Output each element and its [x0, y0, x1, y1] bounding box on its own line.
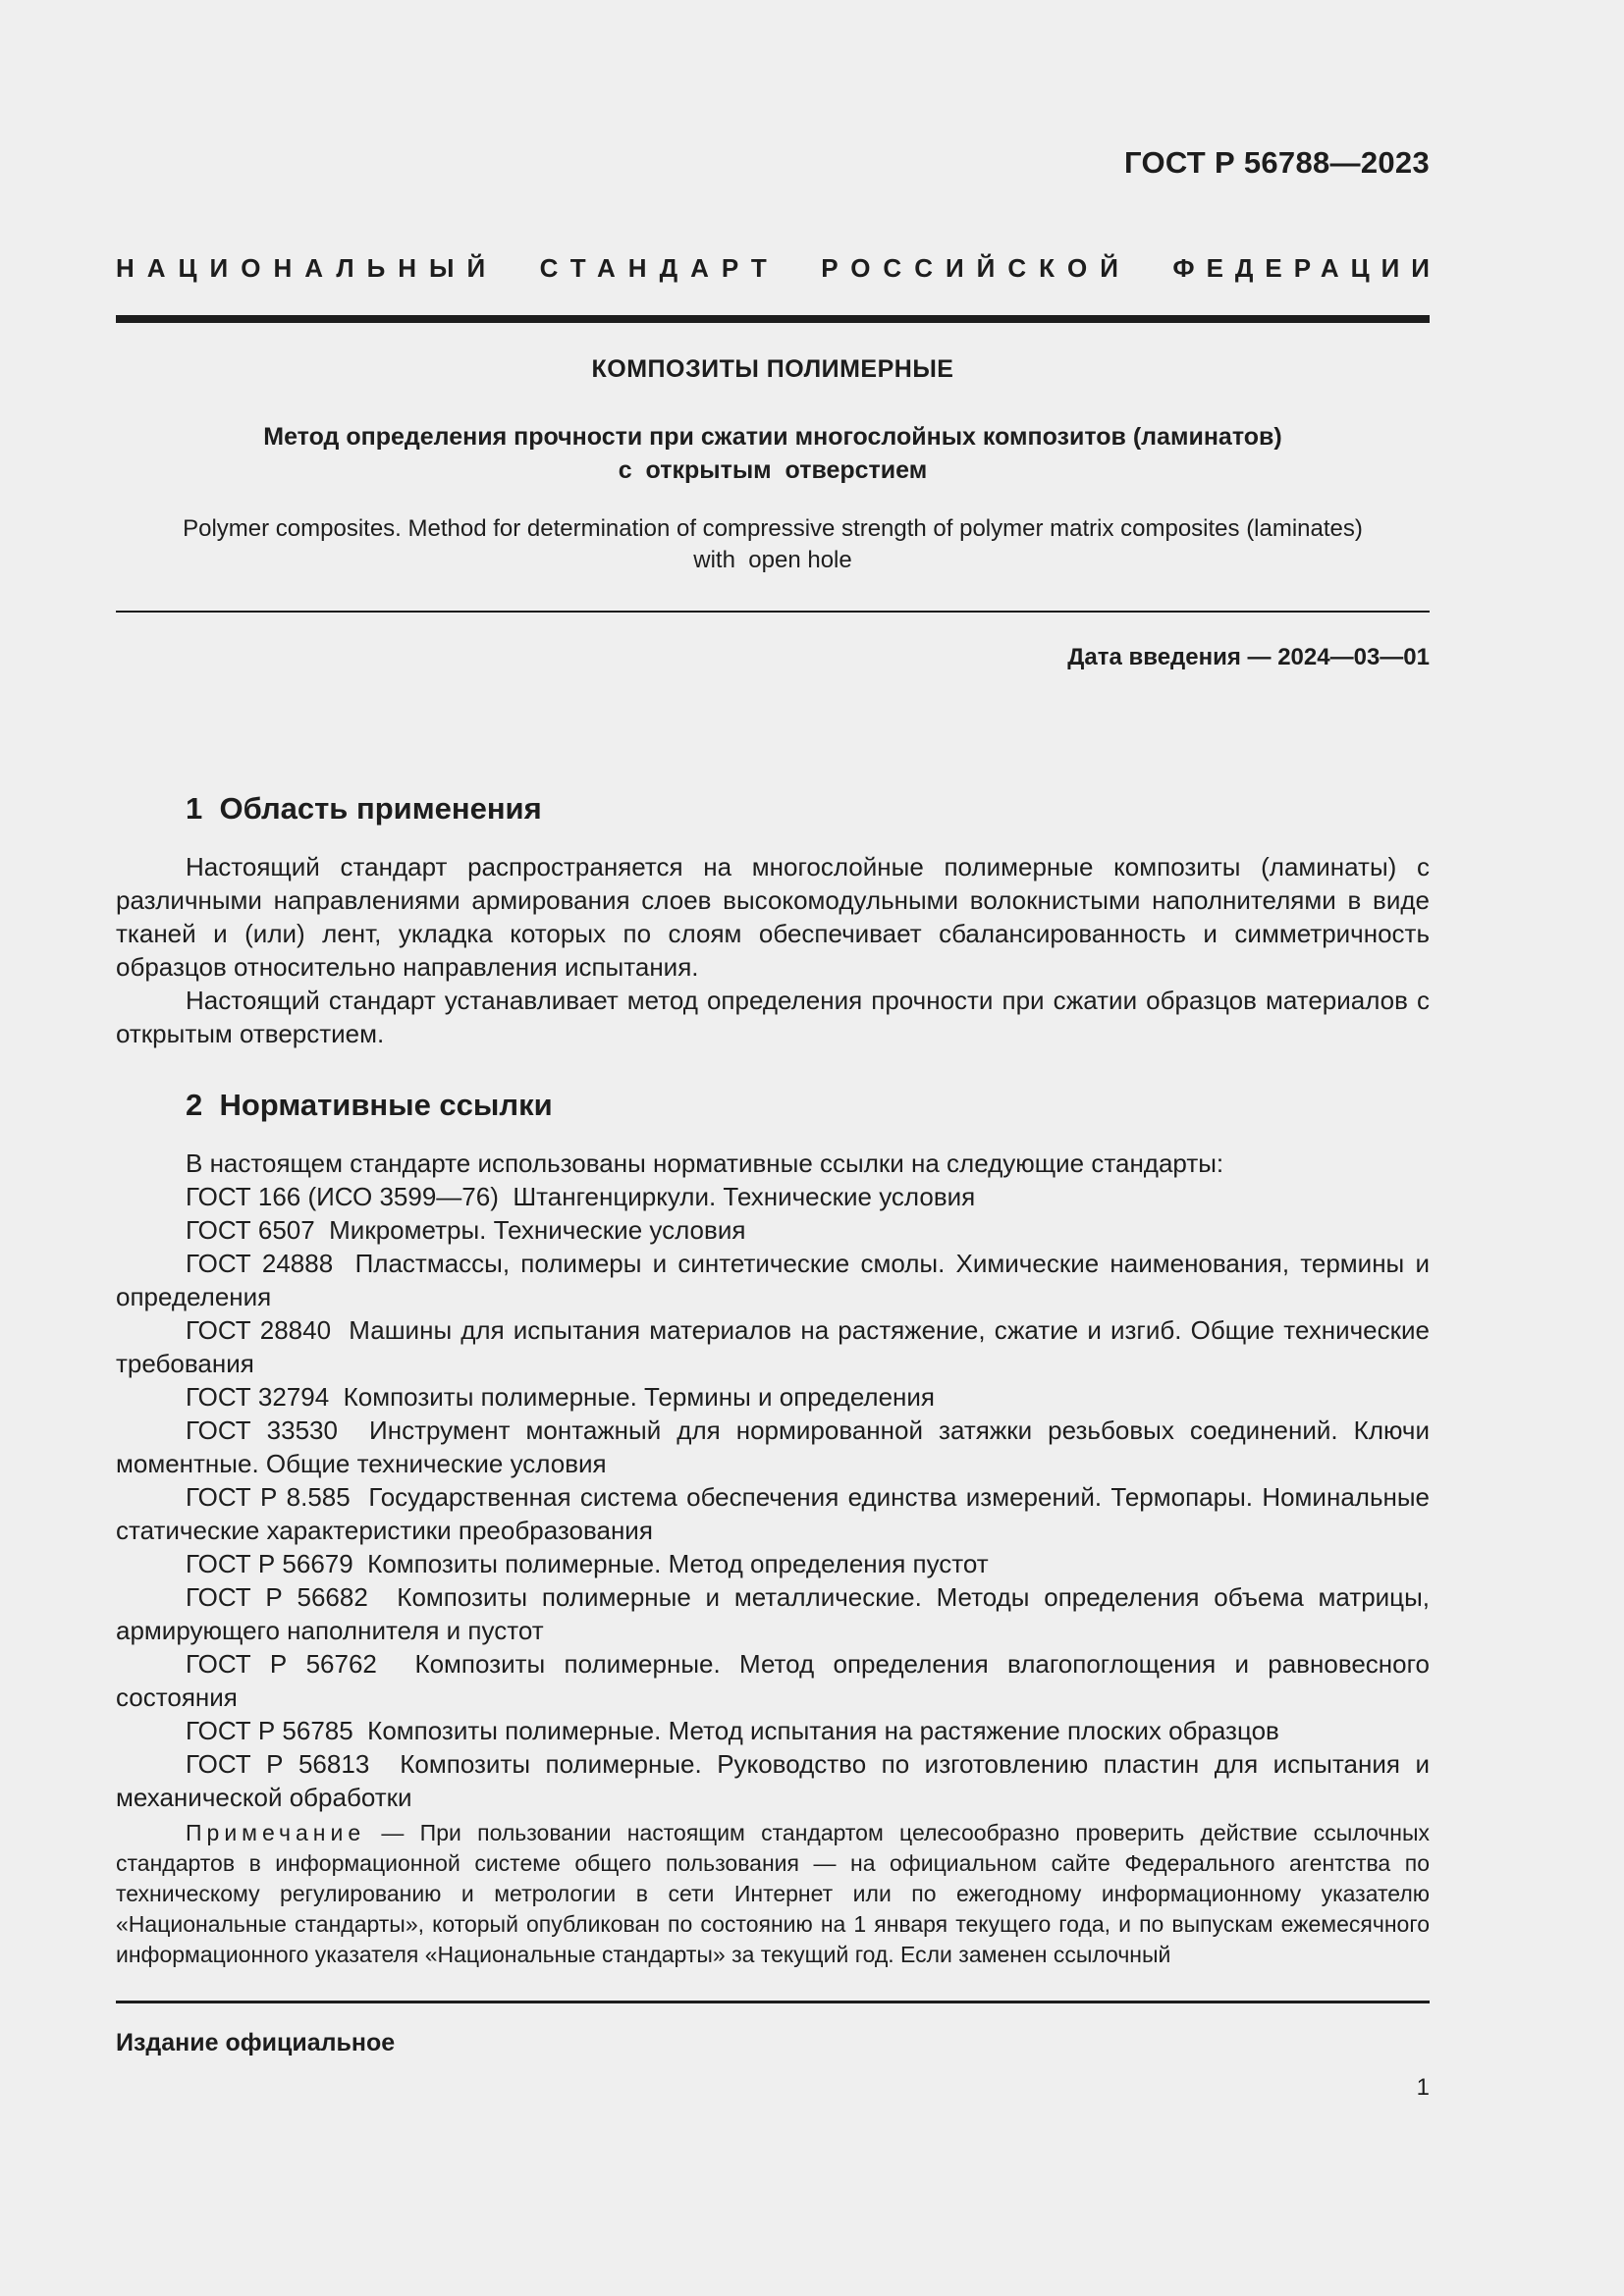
reference-item: ГОСТ Р 56813 Композиты полимерные. Руководство по изготовлению пластин для испытания и механической обработки [116, 1749, 1437, 1812]
reference-item: ГОСТ Р 56682 Композиты полимерные и металлические. Методы определения объема матрицы, армирующего наполнителя и пустот [116, 1582, 1437, 1645]
section-heading-references: 2 Нормативные ссылки [186, 1088, 553, 1122]
header-divider [116, 315, 1430, 323]
standard-number: ГОСТ Р 56788—2023 [1124, 145, 1430, 180]
title-divider [116, 611, 1430, 613]
reference-item: ГОСТ 166 (ИСО 3599—76) Штангенциркули. Технические условия [186, 1182, 976, 1211]
national-title-word: ФЕДЕРАЦИИ [1172, 253, 1441, 283]
national-title-word: РОССИЙСКОЙ [821, 253, 1131, 283]
paragraph: В настоящем стандарте использованы нормативные ссылки на следующие стандарты: [186, 1148, 1224, 1178]
note-text: — При пользовании настоящим стандартом целесообразно проверить действие ссылочных стандартов в информационной системе общего пользования — на официальном сайте Федерального агентства по техническому регулированию и метрологии в сети Интернет или по ежегодному информационному указателю «Национальные стандарты», который опубликован по состоянию на 1 января текущего года, и по выпускам ежемесячного информационного указателя «Национальные стандарты» за текущий год. Если заменен ссылочный [116, 1820, 1430, 1967]
national-title-word: НАЦИОНАЛЬНЫЙ [116, 253, 499, 283]
reference-item: ГОСТ 32794 Композиты полимерные. Термины и определения [186, 1382, 936, 1412]
note-label: Примечание [186, 1820, 366, 1845]
reference-item: ГОСТ Р 56785 Композиты полимерные. Метод испытания на растяжение плоских образцов [186, 1716, 1279, 1745]
reference-item: ГОСТ Р 56762 Композиты полимерные. Метод определения влагопоглощения и равновесного состояния [116, 1649, 1437, 1712]
subtitle-line: Метод определения прочности при сжатии многослойных композитов (ламинатов) [263, 423, 1282, 451]
reference-item: ГОСТ 24888 Пластмассы, полимеры и синтетические смолы. Химические наименования, термины и определения [116, 1249, 1437, 1311]
section-body-references [116, 1147, 1437, 1814]
note-paragraph [116, 1818, 1430, 1970]
english-title-line: Polymer composites. Method for determination of compressive strength of polymer matrix composites (laminates) [183, 515, 1363, 542]
official-edition-label: Издание официальное [116, 2029, 396, 2056]
national-title-word: СТАНДАРТ [539, 253, 780, 283]
document-title: КОМПОЗИТЫ ПОЛИМЕРНЫЕ [591, 355, 954, 383]
english-title [116, 513, 1430, 576]
paragraph: Настоящий стандарт распространяется на многослойные полимерные композиты (ламинаты) с различными направлениями армирования слоев высокомодульными волокнистыми наполнителями в виде тканей и (или) лент, укладка которых по слоям обеспечивает сбалансированность и симметричность образцов относительно направления испытания. [116, 852, 1430, 982]
reference-item: ГОСТ 6507 Микрометры. Технические условия [186, 1215, 746, 1245]
reference-item: ГОСТ Р 8.585 Государственная система обеспечения единства измерений. Термопары. Номинальные статические характеристики преобразования [116, 1482, 1437, 1545]
document-subtitle [116, 420, 1430, 487]
reference-item: ГОСТ 33530 Инструмент монтажный для нормированной затяжки резьбовых соединений. Ключи моментные. Общие технические условия [116, 1415, 1437, 1478]
section-body-scope [116, 850, 1430, 1050]
english-title-line: with open hole [693, 547, 852, 573]
section-heading-scope: 1 Область применения [186, 791, 542, 826]
reference-item: ГОСТ 28840 Машины для испытания материалов на растяжение, сжатие и изгиб. Общие технические требования [116, 1315, 1437, 1378]
national-standard-title [116, 253, 1441, 284]
reference-item: ГОСТ Р 56679 Композиты полимерные. Метод определения пустот [186, 1549, 989, 1578]
page-number: 1 [1416, 2074, 1430, 2101]
footer-divider [116, 2001, 1430, 2003]
paragraph: Настоящий стандарт устанавливает метод определения прочности при сжатии образцов материалов с открытым отверстием. [116, 986, 1430, 1048]
subtitle-line: с открытым отверстием [618, 456, 928, 484]
effective-date: Дата введения — 2024—03—01 [1067, 644, 1430, 670]
